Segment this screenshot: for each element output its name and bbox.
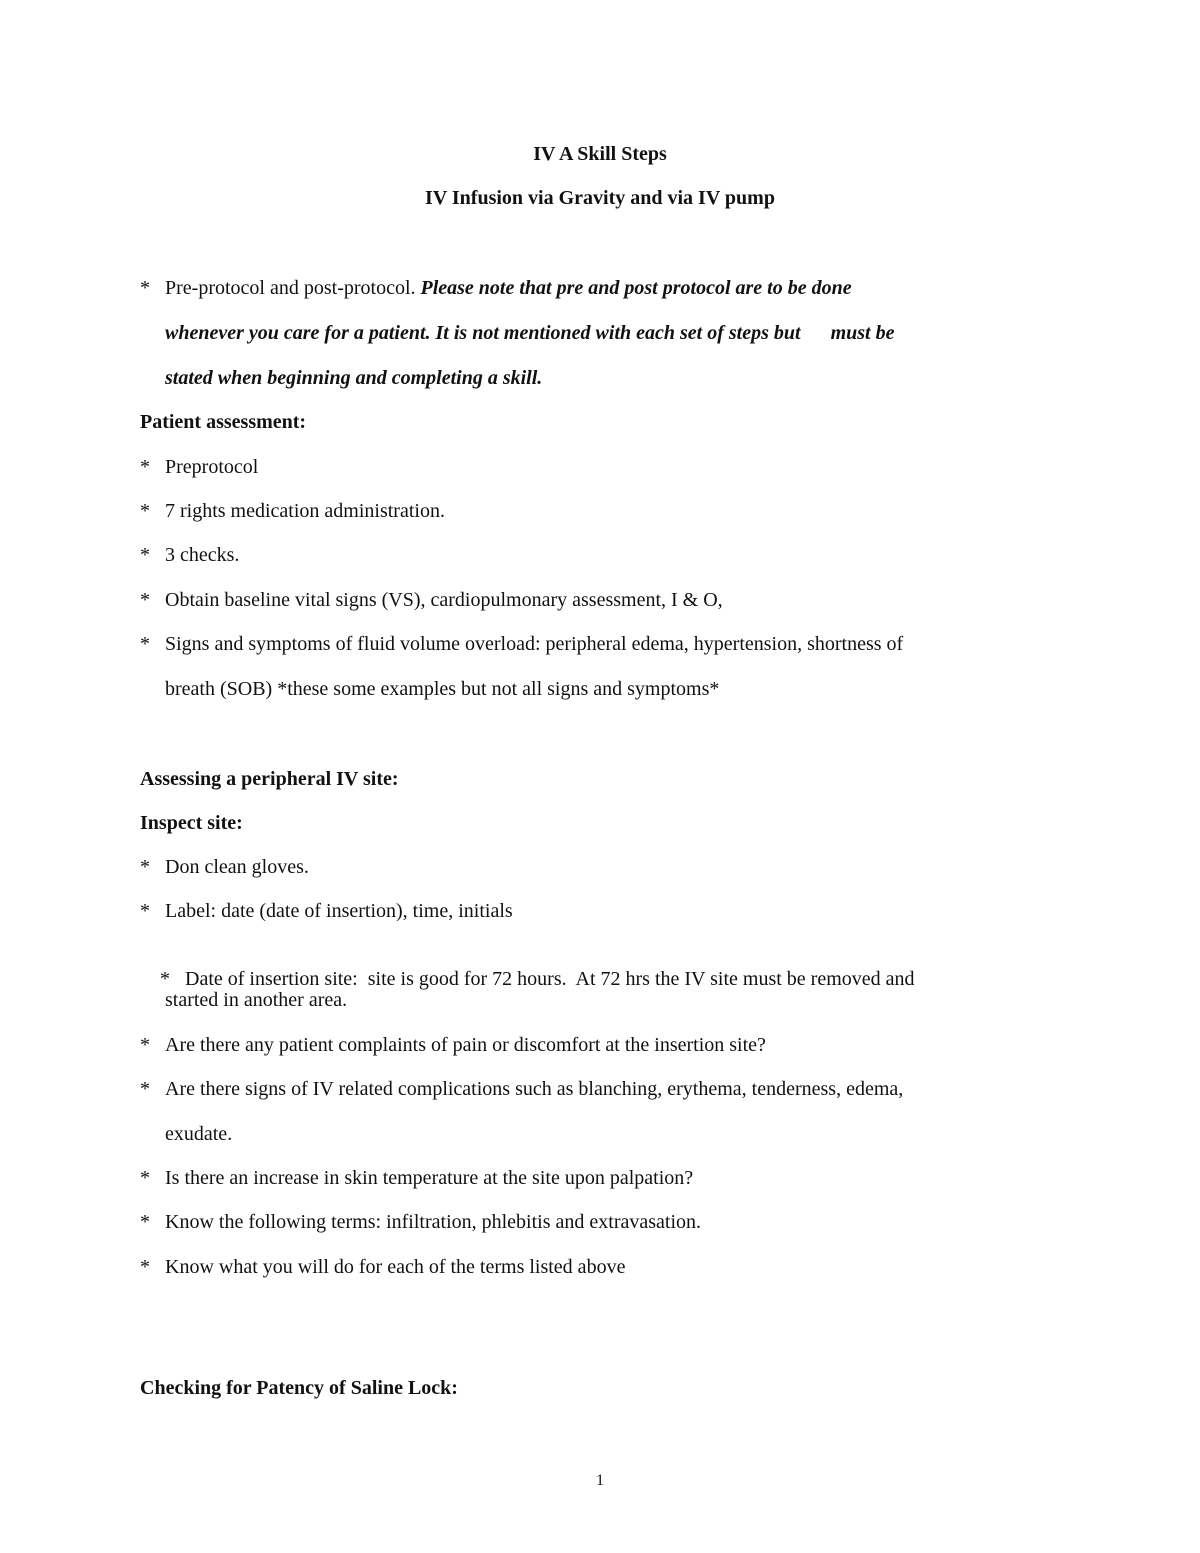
list-item-text: Obtain baseline vital signs (VS), cardiopulmonary assessment, I & O, (165, 589, 723, 611)
list-item-text: Label: date (date of insertion), time, initials (165, 900, 513, 922)
document-subtitle: IV Infusion via Gravity and via IV pump (425, 187, 775, 209)
list-item-text: Know the following terms: infiltration, phlebitis and extravasation. (165, 1211, 702, 1233)
list-item-text: 3 checks. (165, 544, 240, 566)
list-item-text: Know what you will do for each of the terms listed above (165, 1256, 626, 1278)
list-item (140, 544, 239, 567)
bullet-marker: * (140, 633, 150, 655)
protocol-note-item (140, 277, 852, 300)
bullet-marker: * (140, 277, 150, 299)
document-title: IV A Skill Steps (533, 143, 667, 165)
list-item-text: Signs and symptoms of fluid volume overload: peripheral edema, hypertension, shortness of (165, 633, 904, 655)
bullet-marker: * (140, 1034, 150, 1056)
protocol-note-plain: Pre-protocol and post-protocol. (165, 277, 421, 299)
assessing-site-heading: Assessing a peripheral IV site: (140, 768, 399, 790)
bullet-marker: * (140, 856, 150, 878)
list-item (140, 589, 723, 612)
bullet-marker: * (140, 544, 150, 566)
protocol-note-emphasis: Please note that pre and post protocol are to be done (420, 277, 852, 299)
list-item-text: Are there any patient complaints of pain or discomfort at the insertion site? (165, 1034, 766, 1056)
protocol-note-emphasis-line3: stated when beginning and completing a skill. (165, 367, 543, 389)
list-item-text: 7 rights medication administration. (165, 500, 445, 522)
list-item-continuation: breath (SOB) *these some examples but not all signs and symptoms* (165, 678, 720, 700)
list-item (140, 1034, 766, 1057)
list-item (140, 633, 903, 656)
bullet-marker: * (140, 1211, 150, 1233)
list-item (140, 856, 309, 879)
bullet-marker: * (140, 500, 150, 522)
list-item (140, 500, 445, 523)
list-item (140, 1211, 701, 1234)
list-item (140, 1256, 625, 1279)
list-item-text: Don clean gloves. (165, 856, 309, 878)
inspect-site-subheading: Inspect site: (140, 812, 243, 834)
bullet-marker: * (140, 1167, 150, 1189)
list-item (140, 1078, 903, 1101)
list-item-text: Preprotocol (165, 456, 259, 478)
protocol-note-emphasis-line2: whenever you care for a patient. It is not mentioned with each set of steps but must be (165, 322, 895, 344)
list-item-continuation: started in another area. (165, 989, 348, 1011)
patient-assessment-heading: Patient assessment: (140, 411, 307, 433)
list-item-text: Is there an increase in skin temperature at the site upon palpation? (165, 1167, 694, 1189)
list-item (140, 900, 513, 923)
bullet-marker: * (140, 1078, 150, 1100)
bullet-marker: * (140, 456, 150, 478)
bullet-marker: * (140, 1256, 150, 1278)
bullet-marker: * (140, 900, 150, 922)
list-item-continuation: exudate. (165, 1123, 233, 1145)
list-item-text: Are there signs of IV related complications such as blanching, erythema, tenderness, edema, (165, 1078, 904, 1100)
list-item (140, 456, 258, 479)
saline-lock-heading: Checking for Patency of Saline Lock: (140, 1377, 458, 1399)
bullet-marker: * (160, 968, 170, 990)
bullet-marker: * (140, 589, 150, 611)
page-number: 1 (596, 1472, 604, 1489)
list-item-text: Date of insertion site: site is good for 72 hours. At 72 hrs the IV site must be removed and (185, 968, 915, 990)
list-item (140, 1167, 693, 1190)
